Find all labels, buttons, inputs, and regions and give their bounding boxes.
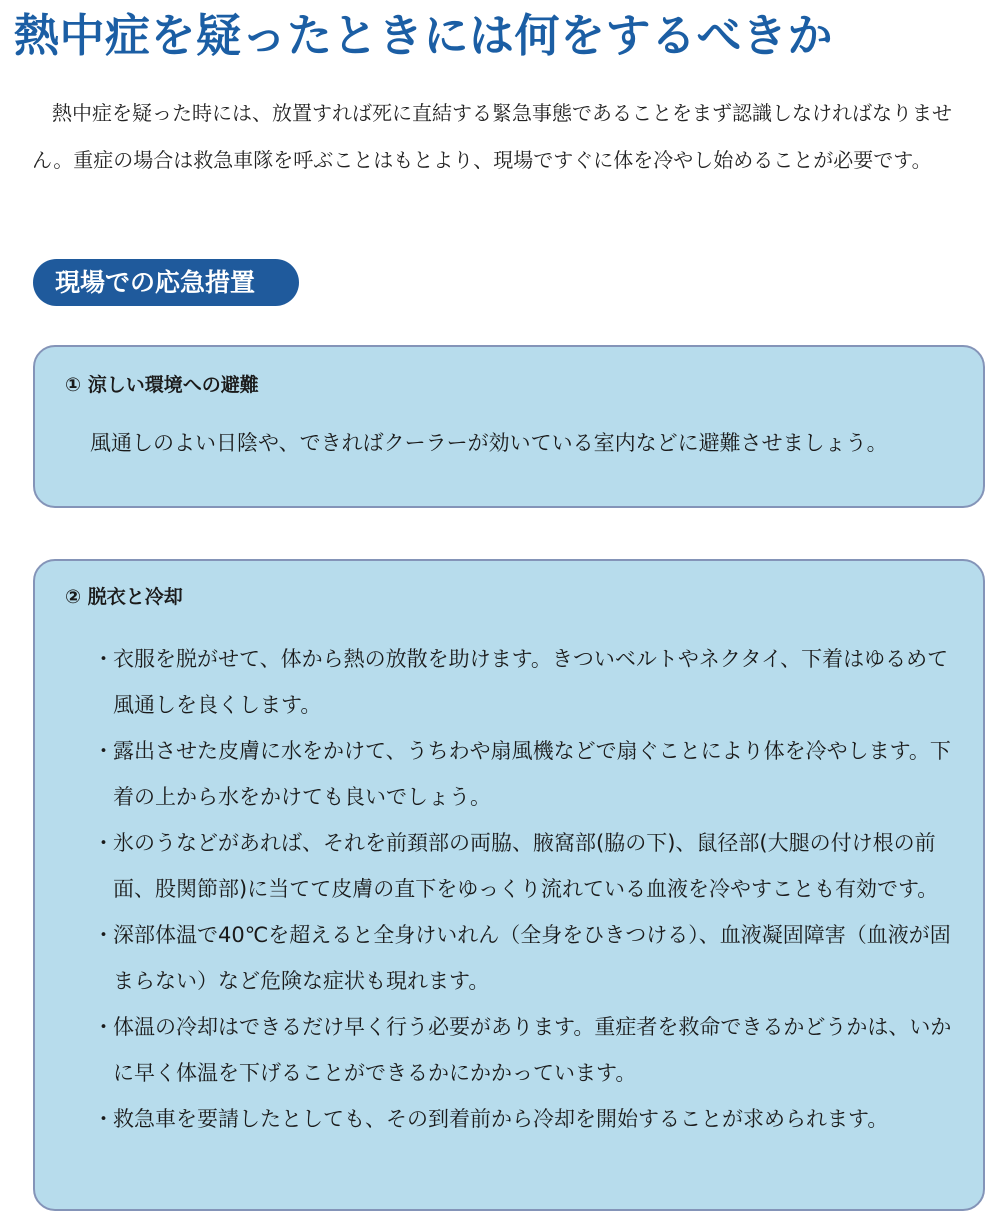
bullet-marker: ・ — [93, 831, 114, 855]
list-item — [93, 1004, 953, 1096]
list-item-text: 深部体温で40℃を超えると全身けいれん（全身をひきつける）、血液凝固障害（血液が固まらない）など危険な症状も現れます。 — [113, 923, 951, 993]
list-item — [93, 636, 953, 728]
list-item — [93, 728, 953, 820]
step1-heading: ① 涼しい環境への避難 — [65, 374, 259, 396]
step1-box — [33, 345, 985, 508]
list-item-text: 露出させた皮膚に水をかけて、うちわや扇風機などで扇ぐことにより体を冷やします。下着の上から水をかけても良いでしょう。 — [113, 739, 951, 809]
section-label: 現場での応急措置 — [33, 259, 299, 306]
bullet-marker: ・ — [93, 739, 114, 763]
bullet-marker: ・ — [93, 1015, 114, 1039]
step1-text: 風通しのよい日陰や、できればクーラーが効いている室内などに避難させましょう。 — [90, 431, 888, 455]
page-title: 熱中症を疑ったときには何をするべきか — [14, 9, 834, 62]
intro-paragraph: 熱中症を疑った時には、放置すれば死に直結する緊急事態であることをまず認識しなければなりません。重症の場合は救急車隊を呼ぶことはもとより、現場ですぐに体を冷やし始めることが必要です。 — [32, 101, 952, 172]
list-item-text: 体温の冷却はできるだけ早く行う必要があります。重症者を救命できるかどうかは、いかに早く体温を下げることができるかにかかっています。 — [113, 1015, 952, 1085]
list-item — [93, 820, 953, 912]
bullet-marker: ・ — [93, 1107, 114, 1131]
list-item-text: 救急車を要請したとしても、その到着前から冷却を開始することが求められます。 — [113, 1107, 889, 1131]
list-item — [93, 1096, 953, 1142]
step2-heading: ② 脱衣と冷却 — [65, 586, 183, 608]
step2-box — [33, 559, 985, 1211]
bullet-marker: ・ — [93, 647, 114, 671]
list-item-text: 氷のうなどがあれば、それを前頚部の両脇、腋窩部(脇の下)、鼠径部(大腿の付け根の前面、股関節部)に当てて皮膚の直下をゆっくり流れている血液を冷やすことも有効です。 — [113, 831, 939, 901]
list-item — [93, 912, 953, 1004]
bullet-marker: ・ — [93, 923, 114, 947]
step2-bullet-list — [93, 636, 953, 1142]
list-item-text: 衣服を脱がせて、体から熱の放散を助けます。きついベルトやネクタイ、下着はゆるめて風通しを良くします。 — [113, 647, 949, 717]
